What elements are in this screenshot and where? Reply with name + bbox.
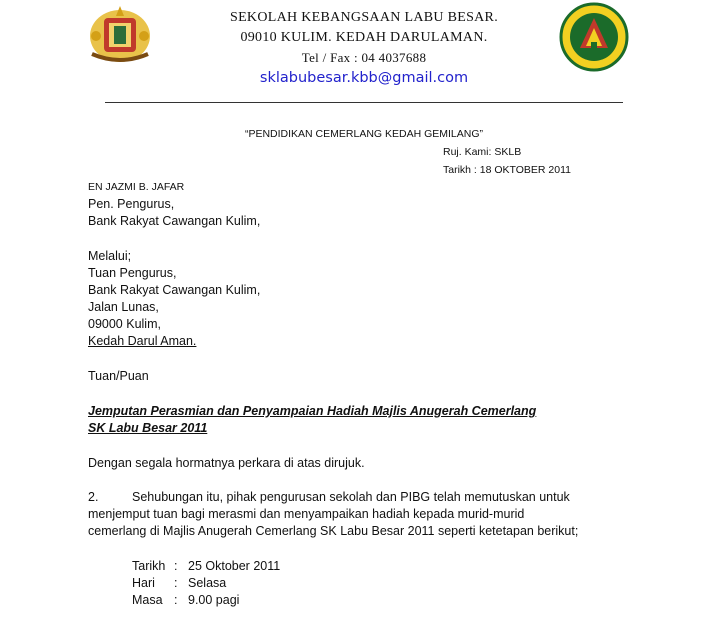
paragraph-number: 2. [88, 490, 99, 504]
recipient-name: EN JAZMI B. JAFAR [88, 181, 185, 193]
reference-number: Ruj. Kami: SKLB [443, 146, 522, 158]
via-state: Kedah Darul Aman. [88, 334, 197, 348]
subject-line-2: SK Labu Besar 2011 [88, 421, 208, 435]
detail-value: Selasa [188, 576, 227, 590]
recipient-title: Pen. Pengurus, [88, 197, 175, 211]
school-phone: Tel / Fax : 04 4037688 [301, 50, 427, 65]
school-name: SEKOLAH KEBANGSAAN LABU BESAR. [229, 10, 498, 25]
detail-row-date: Tarikh : 25 Oktober 2011 [132, 559, 281, 573]
detail-key: Hari [132, 576, 155, 590]
detail-row-day: Hari : Selasa [132, 576, 227, 590]
via-line: 09000 Kulim, [88, 317, 161, 331]
intro-paragraph: Dengan segala hormatnya perkara di atas dirujuk. [88, 456, 365, 470]
via-label: Melalui; [88, 249, 132, 263]
paragraph-line: menjemput tuan bagi merasmi dan menyampaikan hadiah kepada murid-murid [88, 507, 525, 521]
letter-date: Tarikh : 18 OKTOBER 2011 [443, 164, 572, 176]
detail-row-time: Masa : 9.00 pagi [132, 593, 240, 607]
header-divider [105, 102, 623, 103]
paragraph-line: cemerlang di Majlis Anugerah Cemerlang SK Labu Besar 2011 seperti ketetapan berikut; [88, 524, 579, 538]
detail-value: 9.00 pagi [188, 593, 240, 607]
via-line: Jalan Lunas, [88, 300, 159, 314]
motto: “PENDIDIKAN CEMERLANG KEDAH GEMILANG” [244, 128, 484, 140]
school-email[interactable]: sklabubesar.kbb@gmail.com [259, 70, 469, 86]
school-address: 09010 KULIM. KEDAH DARULAMAN. [240, 30, 488, 45]
salutation: Tuan/Puan [88, 369, 149, 383]
subject-line-1: Jemputan Perasmian dan Penyampaian Hadiah Majlis Anugerah Cemerlang [88, 404, 537, 418]
via-line: Bank Rakyat Cawangan Kulim, [88, 283, 261, 297]
via-line: Tuan Pengurus, [88, 266, 177, 280]
detail-key: Tarikh [132, 559, 166, 573]
recipient-org: Bank Rakyat Cawangan Kulim, [88, 214, 261, 228]
detail-value: 25 Oktober 2011 [188, 559, 281, 573]
detail-key: Masa [132, 593, 163, 607]
paragraph-line: Sehubungan itu, pihak pengurusan sekolah dan PIBG telah memutuskan untuk [132, 490, 570, 504]
